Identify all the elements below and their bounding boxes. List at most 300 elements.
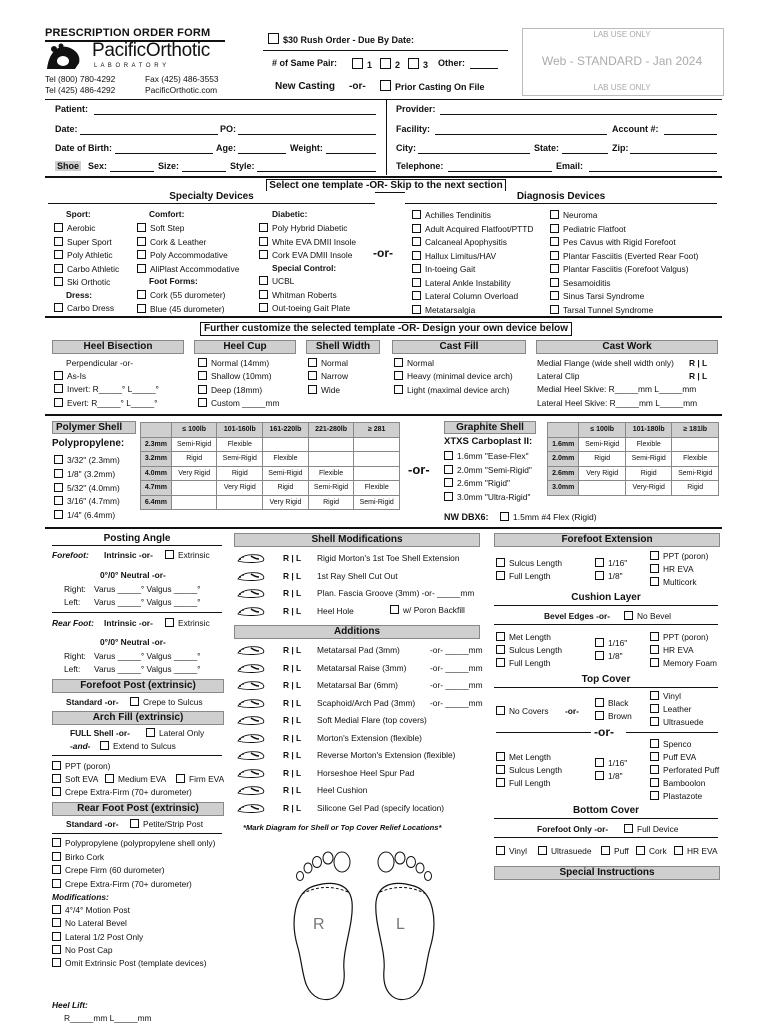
cl-sulcus-checkbox[interactable] bbox=[496, 645, 562, 655]
perpendicular-option[interactable]: Perpendicular -or- bbox=[66, 358, 134, 368]
shell-mod-rl-0[interactable]: R | L bbox=[283, 553, 302, 563]
checkbox-icon bbox=[54, 510, 63, 519]
forefoot-post-title: Forefoot Post (extrinsic) bbox=[52, 679, 224, 693]
soft-eva-label: Soft EVA bbox=[65, 774, 99, 784]
rear-foot-post-title: Rear Foot Post (extrinsic) bbox=[52, 802, 224, 816]
rf-modification-3[interactable] bbox=[52, 945, 112, 955]
diagnosis-right-4-label: Plantar Fasciitis (Forefoot Valgus) bbox=[563, 264, 689, 274]
ffe-full-checkbox[interactable] bbox=[496, 571, 550, 581]
graphite-thickness-1[interactable] bbox=[444, 465, 532, 475]
cl-memory-checkbox[interactable] bbox=[650, 658, 717, 668]
other-field[interactable] bbox=[470, 68, 498, 69]
cast-fill-2[interactable] bbox=[394, 385, 509, 395]
diabetic-item-1-label: White EVA DMII Insole bbox=[272, 236, 357, 247]
checkbox-icon bbox=[550, 305, 559, 314]
ffe-hr-label: HR EVA bbox=[663, 564, 694, 574]
dob-field[interactable] bbox=[115, 153, 213, 154]
shell-width-2[interactable] bbox=[308, 385, 340, 395]
checkbox-icon bbox=[52, 761, 61, 770]
vinyl-checkbox[interactable] bbox=[650, 691, 681, 701]
sport-item-1-label: Super Sport bbox=[67, 236, 112, 247]
checkbox-icon bbox=[650, 658, 659, 667]
ff-right-varus-valgus[interactable]: Varus _____° Valgus _____° bbox=[94, 584, 201, 594]
diagnosis-left-2[interactable] bbox=[412, 237, 507, 247]
addition-1: Metatarsal Raise (3mm) bbox=[317, 662, 407, 673]
cl-full-label: Full Length bbox=[509, 658, 551, 668]
top-cover-or: -or- bbox=[565, 706, 579, 716]
patient-bottom-rule bbox=[45, 176, 722, 178]
diagnosis-left-0[interactable] bbox=[412, 210, 491, 220]
checkbox-icon bbox=[54, 483, 63, 492]
lab-use-bottom: LAB USE ONLY bbox=[593, 83, 651, 92]
cl-full-checkbox[interactable] bbox=[496, 658, 550, 668]
addition-rl-3[interactable]: R | L bbox=[283, 697, 302, 708]
crepe-extra-firm-checkbox[interactable] bbox=[52, 787, 192, 797]
shell-mod-rl-1[interactable]: R | L bbox=[283, 570, 302, 581]
ffe-sulcus-label: Sulcus Length bbox=[509, 558, 563, 568]
forefoot-only[interactable]: Forefoot Only -or- bbox=[537, 824, 609, 834]
checkbox-icon bbox=[54, 398, 63, 407]
checkbox-icon bbox=[538, 846, 547, 855]
checkbox-icon bbox=[165, 550, 174, 559]
table-cell: Semi-Rigid bbox=[308, 481, 354, 496]
checkbox-icon bbox=[650, 564, 659, 573]
addition-9: Silicone Gel Pad (specify location) bbox=[317, 802, 445, 813]
customize-bottom-rule bbox=[45, 414, 722, 416]
heel-bisection-title: Heel Bisection bbox=[52, 340, 184, 354]
diagnosis-right-5[interactable] bbox=[550, 278, 610, 288]
firm-eva-checkbox[interactable] bbox=[176, 774, 224, 784]
pair-2-checkbox[interactable] bbox=[380, 58, 400, 70]
ffe-multicork-checkbox[interactable] bbox=[650, 577, 697, 587]
checkbox-icon bbox=[54, 384, 63, 393]
diagnosis-right-4[interactable] bbox=[550, 264, 689, 274]
rf-modification-1[interactable] bbox=[52, 918, 127, 928]
rf-post-material-0[interactable] bbox=[52, 838, 215, 848]
brown-label: Brown bbox=[608, 711, 632, 721]
checkbox-icon bbox=[390, 605, 399, 614]
foot-modification-icon bbox=[236, 697, 266, 711]
checkbox-icon bbox=[444, 451, 453, 460]
diagnosis-right-1[interactable] bbox=[550, 224, 626, 234]
leather-checkbox[interactable] bbox=[650, 704, 691, 714]
rf-post-material-3[interactable] bbox=[52, 879, 192, 889]
diagnosis-right-7[interactable] bbox=[550, 305, 653, 315]
diagnosis-left-1[interactable] bbox=[412, 224, 533, 234]
diagnosis-right-6[interactable] bbox=[550, 291, 644, 301]
vinyl-label: Vinyl bbox=[663, 691, 682, 701]
tc-8-checkbox[interactable] bbox=[595, 771, 623, 781]
specialty-devices-title: Specialty Devices bbox=[48, 191, 375, 203]
ff-neutral[interactable]: 0°/0° Neutral -or- bbox=[100, 570, 166, 580]
dress-item-0-label: Carbo Dress bbox=[67, 303, 115, 313]
heel-cup-3[interactable] bbox=[198, 398, 279, 408]
sport-item-1[interactable] bbox=[54, 237, 112, 247]
medial-heel-skive[interactable]: Medial Heel Skive: R_____mm L_____mm bbox=[537, 384, 697, 394]
sport-item-3[interactable] bbox=[54, 264, 119, 274]
special-instructions-field[interactable] bbox=[494, 880, 718, 1010]
comfort-item-3[interactable] bbox=[137, 264, 239, 274]
polymer-thickness-1[interactable] bbox=[54, 469, 115, 479]
shoe-label: Shoe bbox=[57, 161, 80, 171]
sport-item-0-label: Aerobic bbox=[67, 223, 96, 233]
polymer-thickness-2[interactable] bbox=[54, 483, 120, 493]
checkbox-icon bbox=[100, 741, 109, 750]
style-field[interactable] bbox=[257, 171, 376, 172]
addition-6: Reverse Morton's Extension (flexible) bbox=[317, 750, 456, 760]
table-cell: Very Rigid bbox=[263, 495, 309, 510]
addition-custom-mm-3[interactable]: -or- _____mm bbox=[430, 697, 483, 708]
diagnosis-left-5[interactable] bbox=[412, 278, 511, 288]
other-label: Other: bbox=[438, 58, 465, 68]
foot-modification-icon bbox=[236, 662, 266, 676]
bc-material-2[interactable] bbox=[601, 846, 629, 856]
foot-modification-icon bbox=[236, 605, 266, 619]
account-field[interactable] bbox=[664, 134, 717, 135]
row-header: 2.6mm bbox=[548, 466, 579, 481]
ultrasuede-label: Ultrasuede bbox=[663, 717, 704, 727]
checkbox-icon bbox=[54, 303, 63, 312]
graphite-thickness-0-label: 1.6mm "Ease-Flex" bbox=[457, 451, 529, 461]
table-row bbox=[141, 452, 400, 467]
rf-post-material-2[interactable] bbox=[52, 865, 165, 875]
ultrasuede-checkbox[interactable] bbox=[650, 717, 704, 727]
provider-field[interactable] bbox=[440, 114, 717, 115]
nw-dbx6-checkbox[interactable] bbox=[500, 512, 597, 522]
comfort-item-1[interactable] bbox=[137, 237, 206, 247]
rf-post-material-1-label: Birko Cork bbox=[65, 851, 105, 862]
special-control-item-2[interactable] bbox=[259, 303, 350, 313]
rf-right-varus-valgus[interactable]: Varus _____° Valgus _____° bbox=[94, 651, 201, 661]
tc-material-4-label: Plastazote bbox=[663, 791, 703, 801]
tc-material-3[interactable] bbox=[650, 778, 705, 788]
cl-8-checkbox[interactable] bbox=[595, 651, 623, 661]
special-control-item-0[interactable] bbox=[259, 276, 294, 286]
addition-0: Metatarsal Pad (3mm) bbox=[317, 645, 400, 655]
cast-work-title: Cast Work bbox=[536, 340, 718, 354]
rf-left-varus-valgus[interactable]: Varus _____° Valgus _____° bbox=[94, 664, 201, 674]
cl-ppt-checkbox[interactable] bbox=[650, 632, 708, 642]
table-cell: Flexible bbox=[625, 437, 672, 452]
table-cell: Flexible bbox=[217, 437, 263, 452]
sport-heading: Sport: bbox=[66, 209, 91, 219]
size-field[interactable] bbox=[182, 171, 226, 172]
crepe-sulcus-label: Crepe to Sulcus bbox=[143, 697, 203, 707]
addition-rl-2[interactable]: R | L bbox=[283, 680, 302, 690]
tc-16-checkbox[interactable] bbox=[595, 758, 627, 768]
checkbox-icon bbox=[496, 706, 505, 715]
addition-rl-8[interactable]: R | L bbox=[283, 785, 302, 795]
ff-post-standard[interactable]: Standard -or- bbox=[66, 697, 119, 707]
pair-3-checkbox[interactable] bbox=[408, 58, 428, 70]
row-header: 3.2mm bbox=[141, 452, 172, 467]
medial-flange-rl[interactable]: R | L bbox=[689, 358, 708, 368]
tc-met-checkbox[interactable] bbox=[496, 752, 551, 762]
table-cell bbox=[263, 437, 309, 452]
polymer-thickness-3[interactable] bbox=[54, 496, 120, 506]
diagnosis-left-6-label: Lateral Column Overload bbox=[425, 291, 519, 301]
shell-mod-rl-3[interactable]: R | L bbox=[283, 605, 302, 616]
graphite-thickness-2-label: 2.6mm "Rigid" bbox=[457, 478, 510, 488]
table-row bbox=[548, 481, 719, 496]
diagnosis-left-6[interactable] bbox=[412, 291, 518, 301]
addition-rl-0[interactable]: R | L bbox=[283, 645, 302, 655]
cast-fill-1-label: Heavy (minimal device arch) bbox=[407, 371, 513, 382]
city-field[interactable] bbox=[418, 153, 530, 154]
heel-cup-1[interactable] bbox=[198, 371, 272, 381]
checkbox-icon bbox=[412, 251, 421, 260]
no-covers-checkbox[interactable] bbox=[496, 706, 549, 716]
diagnosis-right-0[interactable] bbox=[550, 210, 597, 220]
addition-rl-1[interactable]: R | L bbox=[283, 662, 302, 673]
state-field[interactable] bbox=[562, 153, 608, 154]
checkbox-icon bbox=[52, 905, 61, 914]
comfort-item-2[interactable] bbox=[137, 250, 228, 260]
diagnosis-right-3[interactable] bbox=[550, 251, 698, 261]
shell-mod-0: Rigid Morton's 1st Toe Shell Extension bbox=[317, 553, 460, 563]
ppt-poron-checkbox[interactable] bbox=[52, 761, 110, 771]
date-field[interactable] bbox=[80, 134, 218, 135]
table-col-header: 161-220lb bbox=[263, 423, 309, 438]
foot-form-item-0-label: Cork (55 durometer) bbox=[150, 290, 226, 300]
rf-modification-3-label: No Post Cap bbox=[65, 944, 113, 955]
petite-post-checkbox[interactable] bbox=[130, 819, 203, 829]
website: PacificOrthotic.com bbox=[145, 85, 218, 95]
addition-custom-mm-0[interactable]: -or- _____mm bbox=[430, 645, 483, 655]
rf-post-material-3-label: Crepe Extra-Firm (70+ durometer) bbox=[65, 878, 192, 889]
patient-top-rule bbox=[45, 99, 722, 100]
email-field[interactable] bbox=[589, 171, 717, 172]
table-cell: Rigid bbox=[217, 466, 263, 481]
rf-post-standard[interactable]: Standard -or- bbox=[66, 819, 119, 829]
foot-forms-heading: Foot Forms: bbox=[149, 276, 198, 286]
evert-checkbox[interactable] bbox=[54, 398, 158, 408]
diagnosis-left-7[interactable] bbox=[412, 305, 475, 315]
addition-rl-5[interactable]: R | L bbox=[283, 732, 302, 743]
table-cell: Rigid bbox=[171, 452, 217, 467]
lateral-only-checkbox[interactable] bbox=[146, 728, 204, 738]
diagnosis-left-4[interactable] bbox=[412, 264, 475, 274]
diagnosis-devices-title: Diagnosis Devices bbox=[405, 191, 717, 203]
rf-modification-2[interactable] bbox=[52, 932, 143, 942]
rf-modification-4[interactable] bbox=[52, 958, 206, 968]
addition-rl-7[interactable]: R | L bbox=[283, 767, 302, 778]
dress-item-0[interactable] bbox=[54, 303, 114, 313]
as-is-checkbox[interactable] bbox=[54, 371, 86, 381]
telephone-field[interactable] bbox=[448, 171, 552, 172]
rf-extrinsic-checkbox[interactable] bbox=[165, 618, 210, 628]
medium-eva-checkbox[interactable] bbox=[105, 774, 166, 784]
table-row bbox=[548, 437, 719, 452]
table-cell bbox=[217, 495, 263, 510]
left-foot-diagram[interactable] bbox=[368, 844, 444, 1006]
cast-fill-1[interactable] bbox=[394, 371, 513, 381]
checkbox-icon bbox=[550, 278, 559, 287]
tc-material-4[interactable] bbox=[650, 791, 702, 801]
ffe-16-checkbox[interactable] bbox=[595, 558, 627, 568]
arch-full-shell[interactable]: FULL Shell -or- bbox=[70, 728, 130, 738]
patient-field[interactable] bbox=[94, 114, 376, 115]
diagnosis-right-2[interactable] bbox=[550, 237, 676, 247]
sport-item-0[interactable] bbox=[54, 223, 95, 233]
addition-rl-9[interactable]: R | L bbox=[283, 802, 302, 813]
arch-fill-title: Arch Fill (extrinsic) bbox=[52, 711, 224, 725]
diabetic-item-0[interactable] bbox=[259, 223, 347, 233]
soft-eva-checkbox[interactable] bbox=[52, 774, 98, 784]
shell-mod-rl-2[interactable]: R | L bbox=[283, 588, 302, 598]
poron-backfill[interactable] bbox=[390, 605, 465, 615]
tc-or-rule-right bbox=[626, 732, 718, 733]
crepe-sulcus-checkbox[interactable] bbox=[130, 697, 203, 707]
cl-16-checkbox[interactable] bbox=[595, 638, 627, 648]
bc-material-0[interactable] bbox=[496, 846, 527, 856]
tc-material-0[interactable] bbox=[650, 739, 691, 749]
sport-item-4-label: Ski Orthotic bbox=[67, 277, 111, 287]
cl-hr-checkbox[interactable] bbox=[650, 645, 694, 655]
checkbox-icon bbox=[198, 385, 207, 394]
black-checkbox[interactable] bbox=[595, 698, 628, 708]
ffe-ppt-checkbox[interactable] bbox=[650, 551, 708, 561]
special-instructions-title: Special Instructions bbox=[494, 866, 720, 880]
table-cell: Flexible bbox=[672, 452, 719, 467]
table-row bbox=[141, 481, 400, 496]
special-control-item-1[interactable] bbox=[259, 290, 337, 300]
graphite-stiffness-table bbox=[547, 422, 719, 496]
brand-logo-icon bbox=[45, 43, 83, 71]
rush-order-checkbox[interactable] bbox=[268, 33, 414, 45]
cl-16-label: 1/16" bbox=[608, 638, 628, 648]
full-device-checkbox[interactable] bbox=[624, 824, 678, 834]
prior-casting-checkbox[interactable] bbox=[380, 80, 485, 92]
row-header: 2.3mm bbox=[141, 437, 172, 452]
ffe-8-checkbox[interactable] bbox=[595, 571, 623, 581]
facility-field[interactable] bbox=[435, 134, 607, 135]
posting-angle-title: Posting Angle bbox=[52, 533, 222, 545]
table-col-header: ≤ 100lb bbox=[579, 423, 626, 438]
comfort-item-0[interactable] bbox=[137, 223, 184, 233]
zip-field[interactable] bbox=[630, 153, 717, 154]
tc-material-2[interactable] bbox=[650, 765, 719, 775]
addition-custom-mm-1[interactable]: -or- _____mm bbox=[430, 662, 483, 673]
rf-neutral[interactable]: 0°/0° Neutral -or- bbox=[100, 637, 166, 647]
tc-sulcus-checkbox[interactable] bbox=[496, 765, 562, 775]
sex-field[interactable] bbox=[110, 171, 154, 172]
tc-material-1[interactable] bbox=[650, 752, 696, 762]
invert-checkbox[interactable] bbox=[54, 384, 159, 394]
checkbox-icon bbox=[496, 571, 505, 580]
addition-custom-mm-2[interactable]: -or- _____mm bbox=[430, 680, 483, 690]
heel-cup-title: Heel Cup bbox=[194, 340, 296, 354]
heel-cup-0[interactable] bbox=[198, 358, 269, 368]
checkbox-icon bbox=[595, 711, 604, 720]
extend-sulcus-label: Extend to Sulcus bbox=[113, 741, 176, 751]
bc-material-1[interactable] bbox=[538, 846, 592, 856]
bc-material-3[interactable] bbox=[636, 846, 667, 856]
posting-rule bbox=[52, 545, 222, 546]
graphite-thickness-0[interactable] bbox=[444, 451, 529, 461]
ff-left-varus-valgus[interactable]: Varus _____° Valgus _____° bbox=[94, 597, 201, 607]
lateral-heel-skive[interactable]: Lateral Heel Skive: R_____mm L_____mm bbox=[537, 398, 698, 408]
shell-width-1[interactable] bbox=[308, 371, 348, 381]
diagnosis-left-0-label: Achilles Tendinitis bbox=[425, 210, 491, 220]
date-label: Date: bbox=[55, 124, 78, 134]
top-cover-title: Top Cover bbox=[494, 674, 718, 686]
table-cell bbox=[171, 481, 217, 496]
lateral-clip-rl[interactable]: R | L bbox=[689, 371, 708, 381]
checkbox-icon bbox=[137, 304, 146, 313]
rf-post-material-1[interactable] bbox=[52, 852, 104, 862]
checkbox-icon bbox=[259, 276, 268, 285]
diabetic-item-1[interactable] bbox=[259, 237, 356, 247]
graphite-thickness-1-label: 2.0mm "Semi-Rigid" bbox=[457, 464, 532, 475]
checkbox-icon bbox=[595, 651, 604, 660]
rf-intrinsic[interactable]: Intrinsic -or- bbox=[104, 618, 153, 628]
rf-modification-0[interactable] bbox=[52, 905, 130, 915]
comfort-item-3-label: AliPlast Accommodative bbox=[150, 263, 240, 274]
weight-field[interactable] bbox=[326, 153, 376, 154]
age-field[interactable] bbox=[238, 153, 286, 154]
shell-width-0[interactable] bbox=[308, 358, 348, 368]
checkbox-icon bbox=[650, 632, 659, 641]
zip-label: Zip: bbox=[612, 143, 629, 153]
cast-fill-0[interactable] bbox=[394, 358, 434, 368]
ffe-full-label: Full Length bbox=[509, 571, 551, 581]
checkbox-icon bbox=[308, 358, 317, 367]
addition-rl-6[interactable]: R | L bbox=[283, 750, 302, 760]
ffe-sulcus-checkbox[interactable] bbox=[496, 558, 562, 568]
diabetic-item-2[interactable] bbox=[259, 250, 352, 260]
graphite-thickness-3[interactable] bbox=[444, 492, 530, 502]
no-bevel-checkbox[interactable] bbox=[624, 611, 671, 621]
brown-checkbox[interactable] bbox=[595, 711, 632, 721]
foot-form-item-1[interactable] bbox=[137, 304, 224, 314]
checkbox-icon bbox=[500, 512, 509, 521]
foot-form-item-0[interactable] bbox=[137, 290, 225, 300]
bc-material-4[interactable] bbox=[674, 846, 718, 856]
checkbox-icon bbox=[54, 237, 63, 246]
polymer-thickness-0[interactable] bbox=[54, 455, 120, 465]
polymer-thickness-4[interactable] bbox=[54, 510, 115, 520]
cast-fill-0-label: Normal bbox=[407, 358, 434, 368]
graphite-thickness-2[interactable] bbox=[444, 478, 510, 488]
checkbox-icon bbox=[595, 758, 604, 767]
diagnosis-left-3[interactable] bbox=[412, 251, 496, 261]
fax-number: Fax (425) 486-3553 bbox=[145, 74, 219, 84]
pair-1-checkbox[interactable] bbox=[352, 58, 372, 70]
comfort-item-1-label: Cork & Leather bbox=[150, 236, 207, 247]
table-cell: Very Rigid bbox=[217, 481, 263, 496]
addition-8: Heel Cushion bbox=[317, 785, 368, 795]
top-cover-rule bbox=[494, 687, 718, 688]
ff-extrinsic-checkbox[interactable] bbox=[165, 550, 210, 560]
ff-intrinsic[interactable]: Intrinsic -or- bbox=[104, 550, 153, 560]
tc-full-checkbox[interactable] bbox=[496, 778, 550, 788]
heel-cup-2[interactable] bbox=[198, 385, 262, 395]
sport-item-2[interactable] bbox=[54, 250, 113, 260]
ffe-hr-checkbox[interactable] bbox=[650, 564, 694, 574]
extend-sulcus-checkbox[interactable] bbox=[100, 741, 176, 751]
sport-item-4[interactable] bbox=[54, 277, 110, 287]
po-field[interactable] bbox=[238, 134, 376, 135]
table-cell bbox=[354, 437, 400, 452]
addition-rl-4[interactable]: R | L bbox=[283, 715, 302, 725]
checkbox-icon bbox=[550, 224, 559, 233]
bevel-edges[interactable]: Bevel Edges -or- bbox=[544, 611, 611, 621]
heel-lift-field[interactable]: R_____mm L_____mm bbox=[64, 1013, 152, 1023]
cl-met-checkbox[interactable] bbox=[496, 632, 551, 642]
tc-16-label: 1/16" bbox=[608, 758, 628, 768]
addition-2: Metatarsal Bar (6mm) bbox=[317, 680, 398, 690]
